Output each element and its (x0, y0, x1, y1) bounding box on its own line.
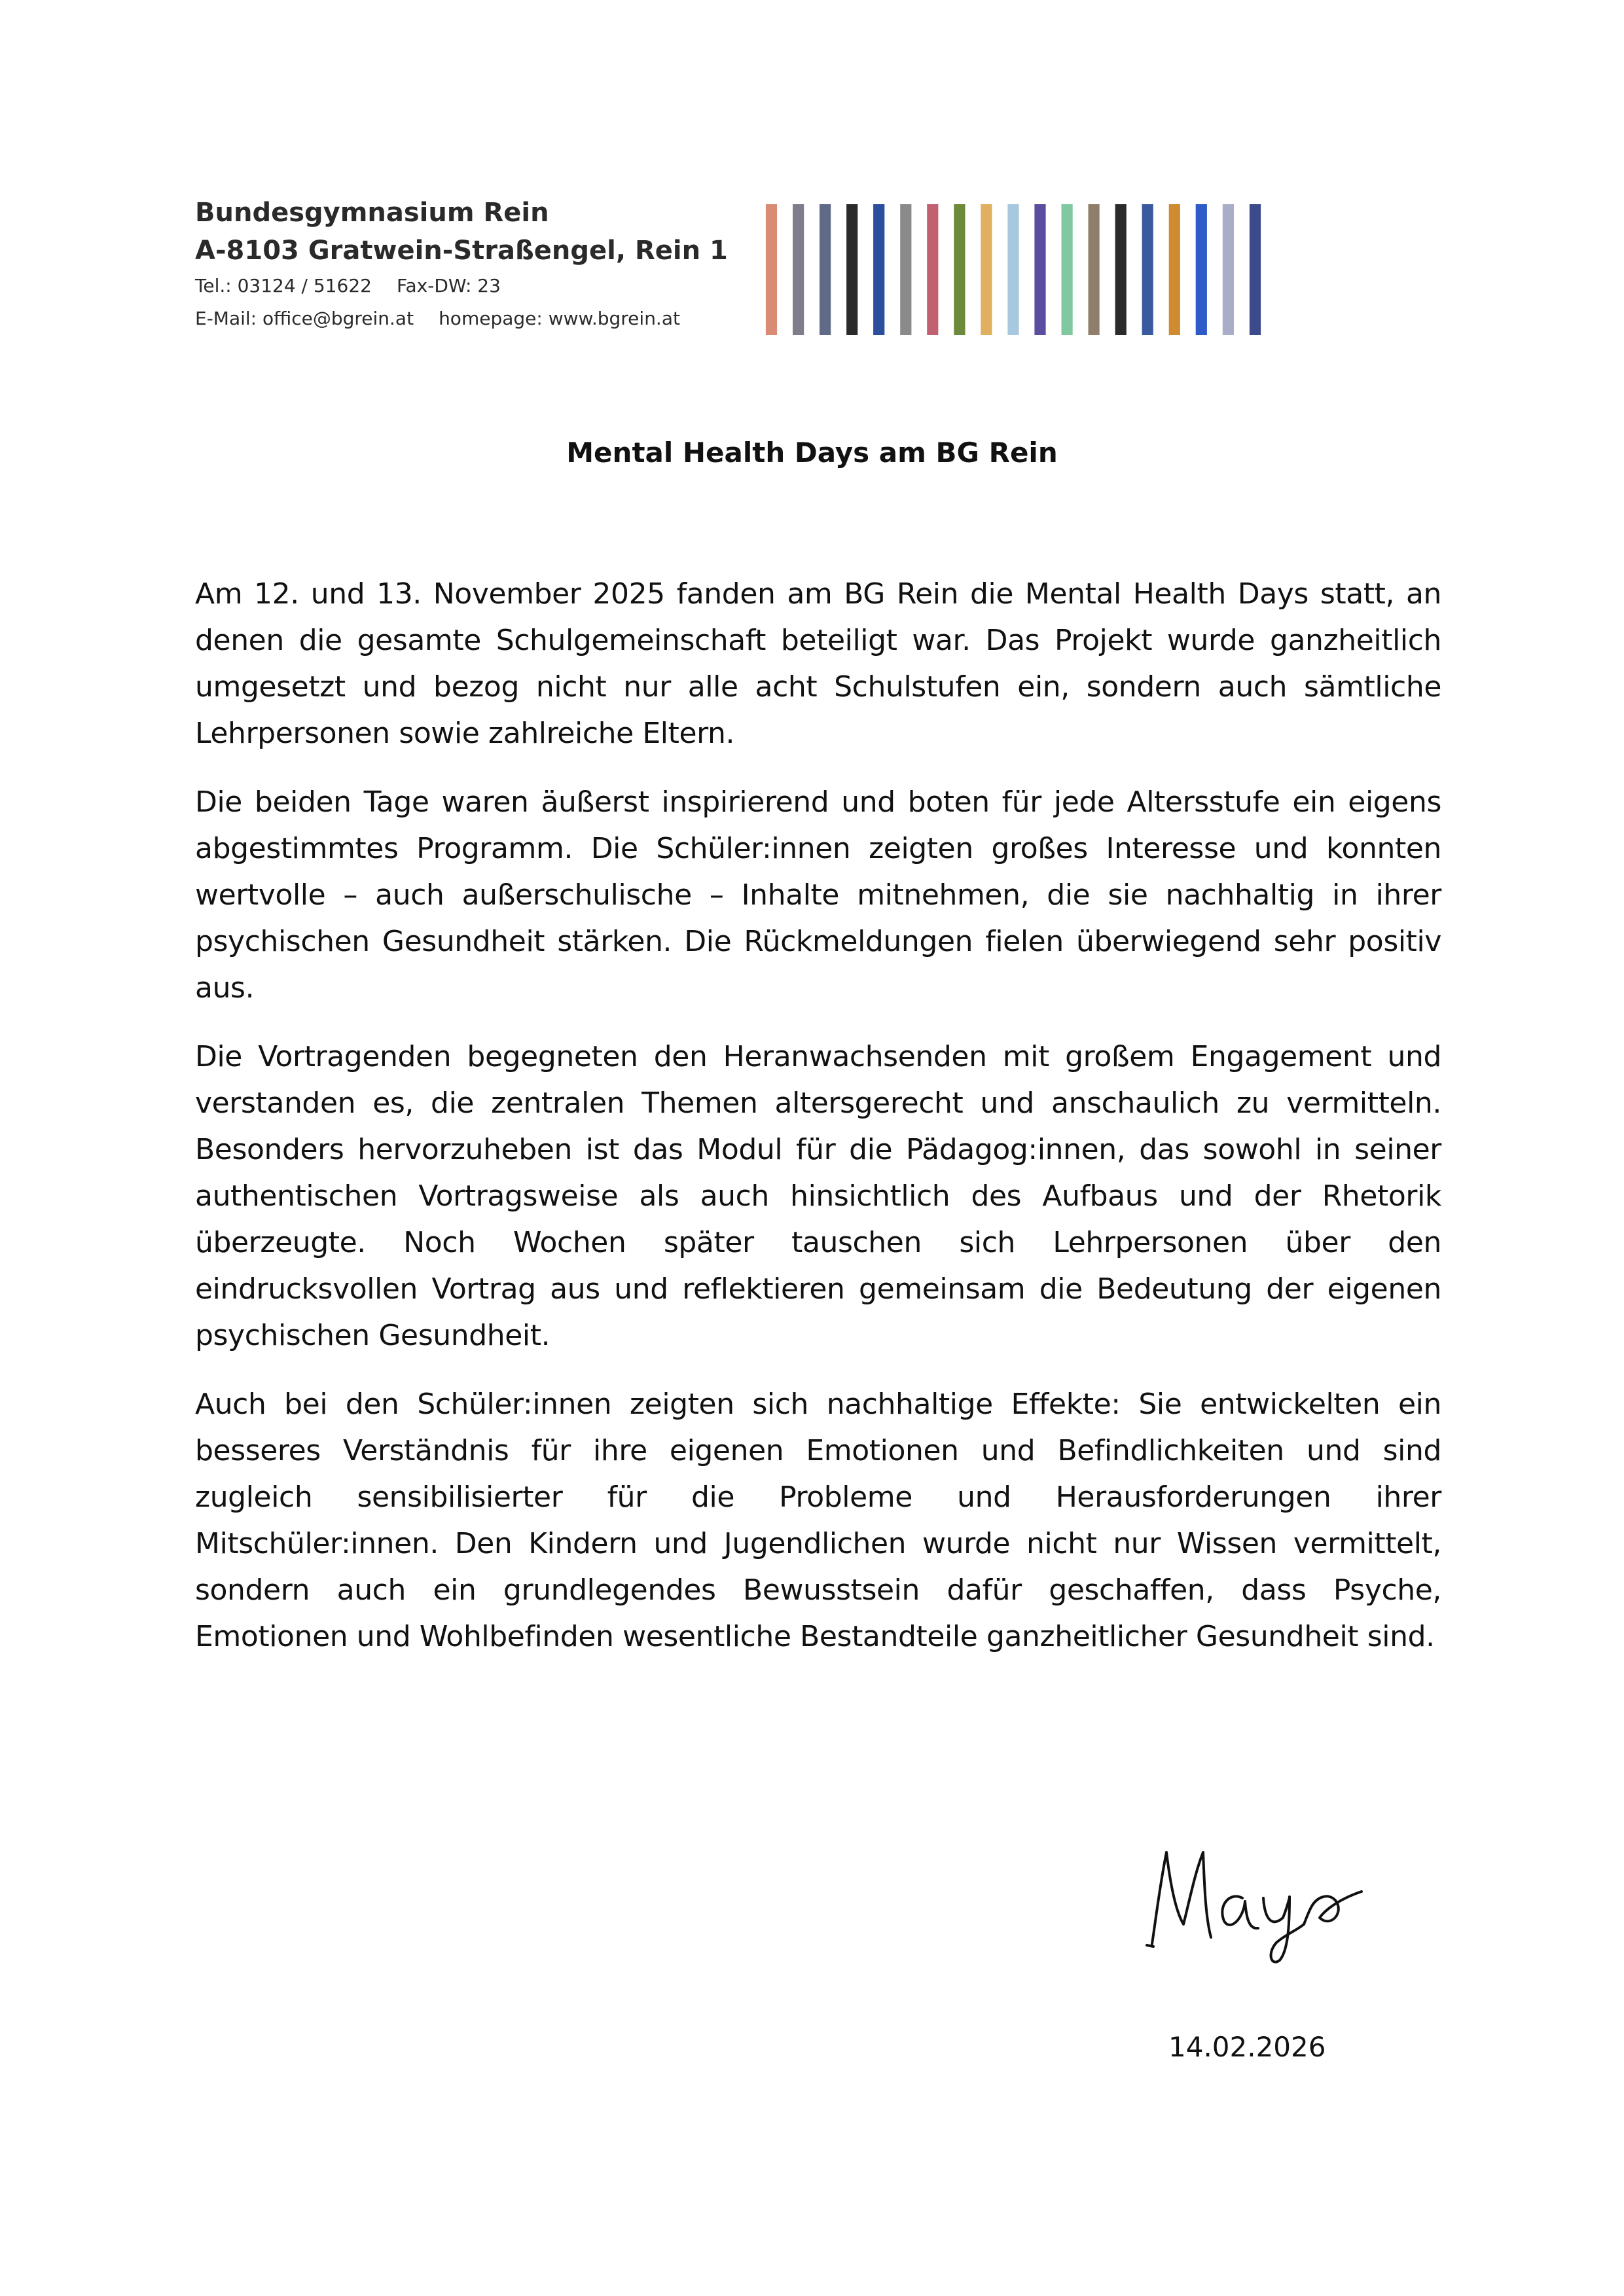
fax-number: Fax-DW: 23 (396, 275, 501, 296)
school-name: Bundesgymnasium Rein (195, 198, 549, 228)
homepage-url: homepage: www.bgrein.at (439, 308, 680, 329)
contact-phone-line (195, 270, 850, 302)
logo-stripe (1034, 204, 1045, 335)
document-date: 14.02.2026 (1168, 2031, 1326, 2063)
logo-stripe (927, 204, 938, 335)
logo-stripe (900, 204, 911, 335)
logo-stripe (1089, 204, 1100, 335)
paragraph-3: Die Vortragenden begegneten den Heranwachsenden mit großem Engagement und verstanden es, die zentralen Themen altersgerecht und anschaulich zu vermitteln. Besonders hervorzuheben ist das Modul für die Pädagog:innen, das sowohl in seiner authentischen Vortragsweise als auch hinsichtlich des Aufbaus und der Rhetorik überzeugte. Noch Wochen später tauschen sich Lehrpersonen über den eindrucksvollen Vortrag aus und reflektieren gemeinsam die Bedeutung der eigenen psychischen Gesundheit. (195, 1040, 1441, 1352)
logo-stripe (981, 204, 992, 335)
logo-stripe (1196, 204, 1207, 335)
paragraph-1: Am 12. und 13. November 2025 fanden am BG Rein die Mental Health Days statt, an denen die gesamte Schulgemeinschaft beteiligt war. Das Projekt wurde ganzheitlich umgesetzt und bezog nicht nur alle acht Schulstufen ein, sondern auch sämtliche Lehrpersonen sowie zahlreiche Eltern. (195, 577, 1441, 750)
logo-stripe (873, 204, 884, 335)
document-title: Mental Health Days am BG Rein (566, 437, 1058, 469)
logo-stripe (1250, 204, 1261, 335)
logo-stripe (766, 204, 777, 335)
paragraph-2: Die beiden Tage waren äußerst inspirierend und boten für jede Altersstufe ein eigens abgestimmtes Programm. Die Schüler:innen zeigten großes Interesse und konnten wertvolle – auch außerschulische – Inhalte mitnehmen, die sie nachhaltig in ihrer psychischen Gesundheit stärken. Die Rückmeldungen fielen überwiegend sehr positiv aus. (195, 785, 1441, 1005)
logo-stripe (793, 204, 804, 335)
school-logo-stripes (758, 204, 1269, 335)
logo-stripe (820, 204, 831, 335)
email-address: E-Mail: office@bgrein.at (195, 308, 414, 329)
document-body (195, 571, 1441, 1682)
logo-stripe (1223, 204, 1234, 335)
handwritten-signature (1132, 1826, 1381, 1977)
phone-number: Tel.: 03124 / 51622 (195, 275, 372, 296)
logo-stripe (1062, 204, 1073, 335)
school-address: A-8103 Gratwein-Straßengel, Rein 1 (195, 236, 728, 266)
logo-stripe (1007, 204, 1019, 335)
letterhead (195, 194, 850, 335)
logo-stripe (1142, 204, 1153, 335)
logo-stripe (1115, 204, 1127, 335)
logo-stripe (1169, 204, 1180, 335)
contact-web-line (195, 302, 850, 335)
paragraph-4: Auch bei den Schüler:innen zeigten sich nachhaltige Effekte: Sie entwickelten ein besseres Verständnis für ihre eigenen Emotionen und Befindlichkeiten und sind zugleich sensibilisierter für die Probleme und Herausforderungen ihrer Mitschüler:innen. Den Kindern und Jugendlichen wurde nicht nur Wissen vermittelt, sondern auch ein grundlegendes Bewusstsein dafür geschaffen, dass Psyche, Emotionen und Wohlbefinden wesentliche Bestandteile ganzheitlicher Gesundheit sind. (195, 1388, 1441, 1653)
logo-stripe (846, 204, 857, 335)
logo-stripe (954, 204, 965, 335)
